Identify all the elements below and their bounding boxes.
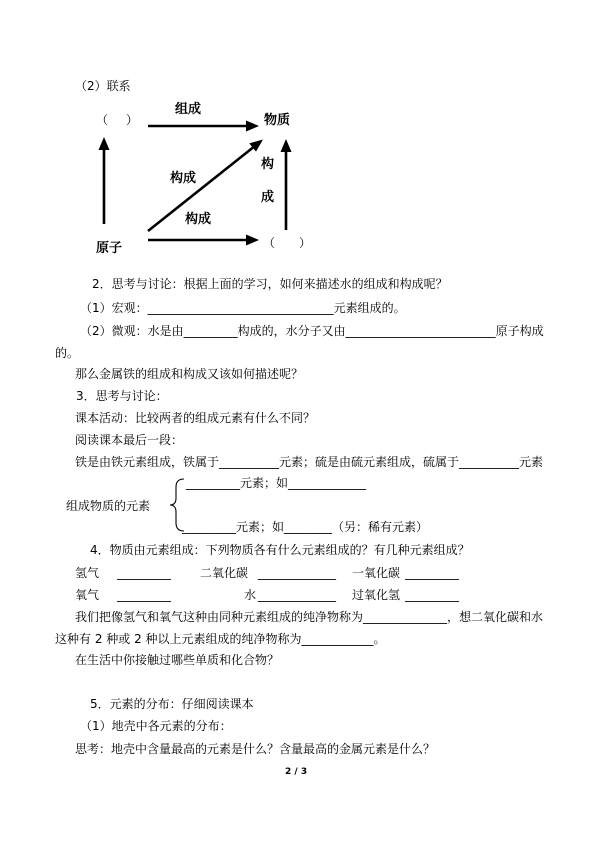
q2-micro-line2: 的。 bbox=[55, 346, 80, 360]
brace-row1: _________元素；如_____________ bbox=[186, 476, 367, 490]
diagram-arrows bbox=[0, 0, 595, 270]
q4-daily-life: 在生活中你接触过哪些单质和化合物？ bbox=[75, 653, 280, 667]
q3-activity: 课本活动：比较两者的组成元素有什么不同？ bbox=[75, 411, 316, 425]
label-compose-top: 组成 bbox=[175, 102, 202, 117]
substance-blank: _____________ bbox=[258, 588, 336, 602]
q2-title: 2．思考与讨论：根据上面的学习，如何来描述水的组成和构成呢？ bbox=[92, 277, 448, 291]
substance-blank: _____________ bbox=[258, 566, 336, 580]
substance-label: 水 bbox=[244, 588, 257, 602]
page-number: 2 / 3 bbox=[285, 767, 308, 777]
q3-reading: 阅读课本最后一段： bbox=[75, 433, 184, 447]
q3-title: 3．思考与讨论： bbox=[76, 389, 168, 403]
label-constitute-right-bottom: 成 bbox=[261, 190, 275, 205]
substance-label: 二氧化碳 bbox=[200, 566, 249, 580]
q5-sub1: （1）地壳中各元素的分布： bbox=[80, 719, 232, 733]
section-heading-link: （2）联系 bbox=[75, 79, 131, 93]
brace-row2: _________元素；如________（另：稀有元素） bbox=[182, 520, 429, 534]
arrowhead-diagonal bbox=[249, 140, 263, 152]
q5-think: 思考：地壳中含量最高的元素是什么？含量最高的金属元素是什么？ bbox=[75, 742, 436, 756]
label-constitute-right-top: 构 bbox=[261, 157, 275, 172]
substance-blank: _________ bbox=[117, 566, 171, 580]
q5-title: 5．元素的分布：仔细阅读课本 bbox=[90, 697, 254, 711]
substance-blank: _________ bbox=[117, 588, 171, 602]
diagram-blank-bottom-right: （ ） bbox=[263, 236, 312, 250]
substance-label: 氢气 bbox=[75, 566, 100, 580]
brace-label: 组成物质的元素 bbox=[66, 499, 151, 513]
q2-macro-line: （1）宏观：_______________________________元素组成的。 bbox=[80, 301, 406, 315]
arrowhead-right-vertical bbox=[281, 139, 292, 152]
q4-definition-line1: 我们把像氢气和氧气这种由同种元素组成的纯净物称为______________，想二氧化碳和水 bbox=[75, 610, 544, 624]
diagram-blank-top-left: （ ） bbox=[96, 113, 142, 127]
arrowhead-left-vertical bbox=[99, 137, 110, 150]
substance-blank: _________ bbox=[405, 566, 459, 580]
q2-micro-line1: （2）微观：水是由_________构成的，水分子又由_________________________原子构成 bbox=[80, 324, 544, 338]
substance-label: 过氧化氢 bbox=[352, 588, 401, 602]
label-atom: 原子 bbox=[96, 241, 123, 256]
substance-label: 一氧化碳 bbox=[352, 566, 401, 580]
arrowhead-top bbox=[246, 121, 259, 132]
q4-title: 4．物质由元素组成：下列物质各有什么元素组成的？有几种元素组成？ bbox=[90, 543, 470, 557]
q3-iron-sulfur-line: 铁是由铁元素组成，铁属于__________元素；硫是由硫元素组成，硫属于__________元素 bbox=[75, 455, 544, 469]
substance-label: 氧气 bbox=[75, 588, 100, 602]
label-constitute-bottom: 构成 bbox=[185, 212, 212, 227]
arrowhead-bottom bbox=[246, 235, 259, 246]
q4-definition-line2: 这种有 2 种或 2 种以上元素组成的纯净物称为____________。 bbox=[55, 632, 386, 646]
label-constitute-diagonal: 构成 bbox=[170, 171, 197, 186]
label-substance: 物质 bbox=[264, 113, 291, 128]
substance-blank: _________ bbox=[405, 588, 459, 602]
q2-followup: 那么金属铁的组成和构成又该如何描述呢？ bbox=[75, 367, 304, 381]
